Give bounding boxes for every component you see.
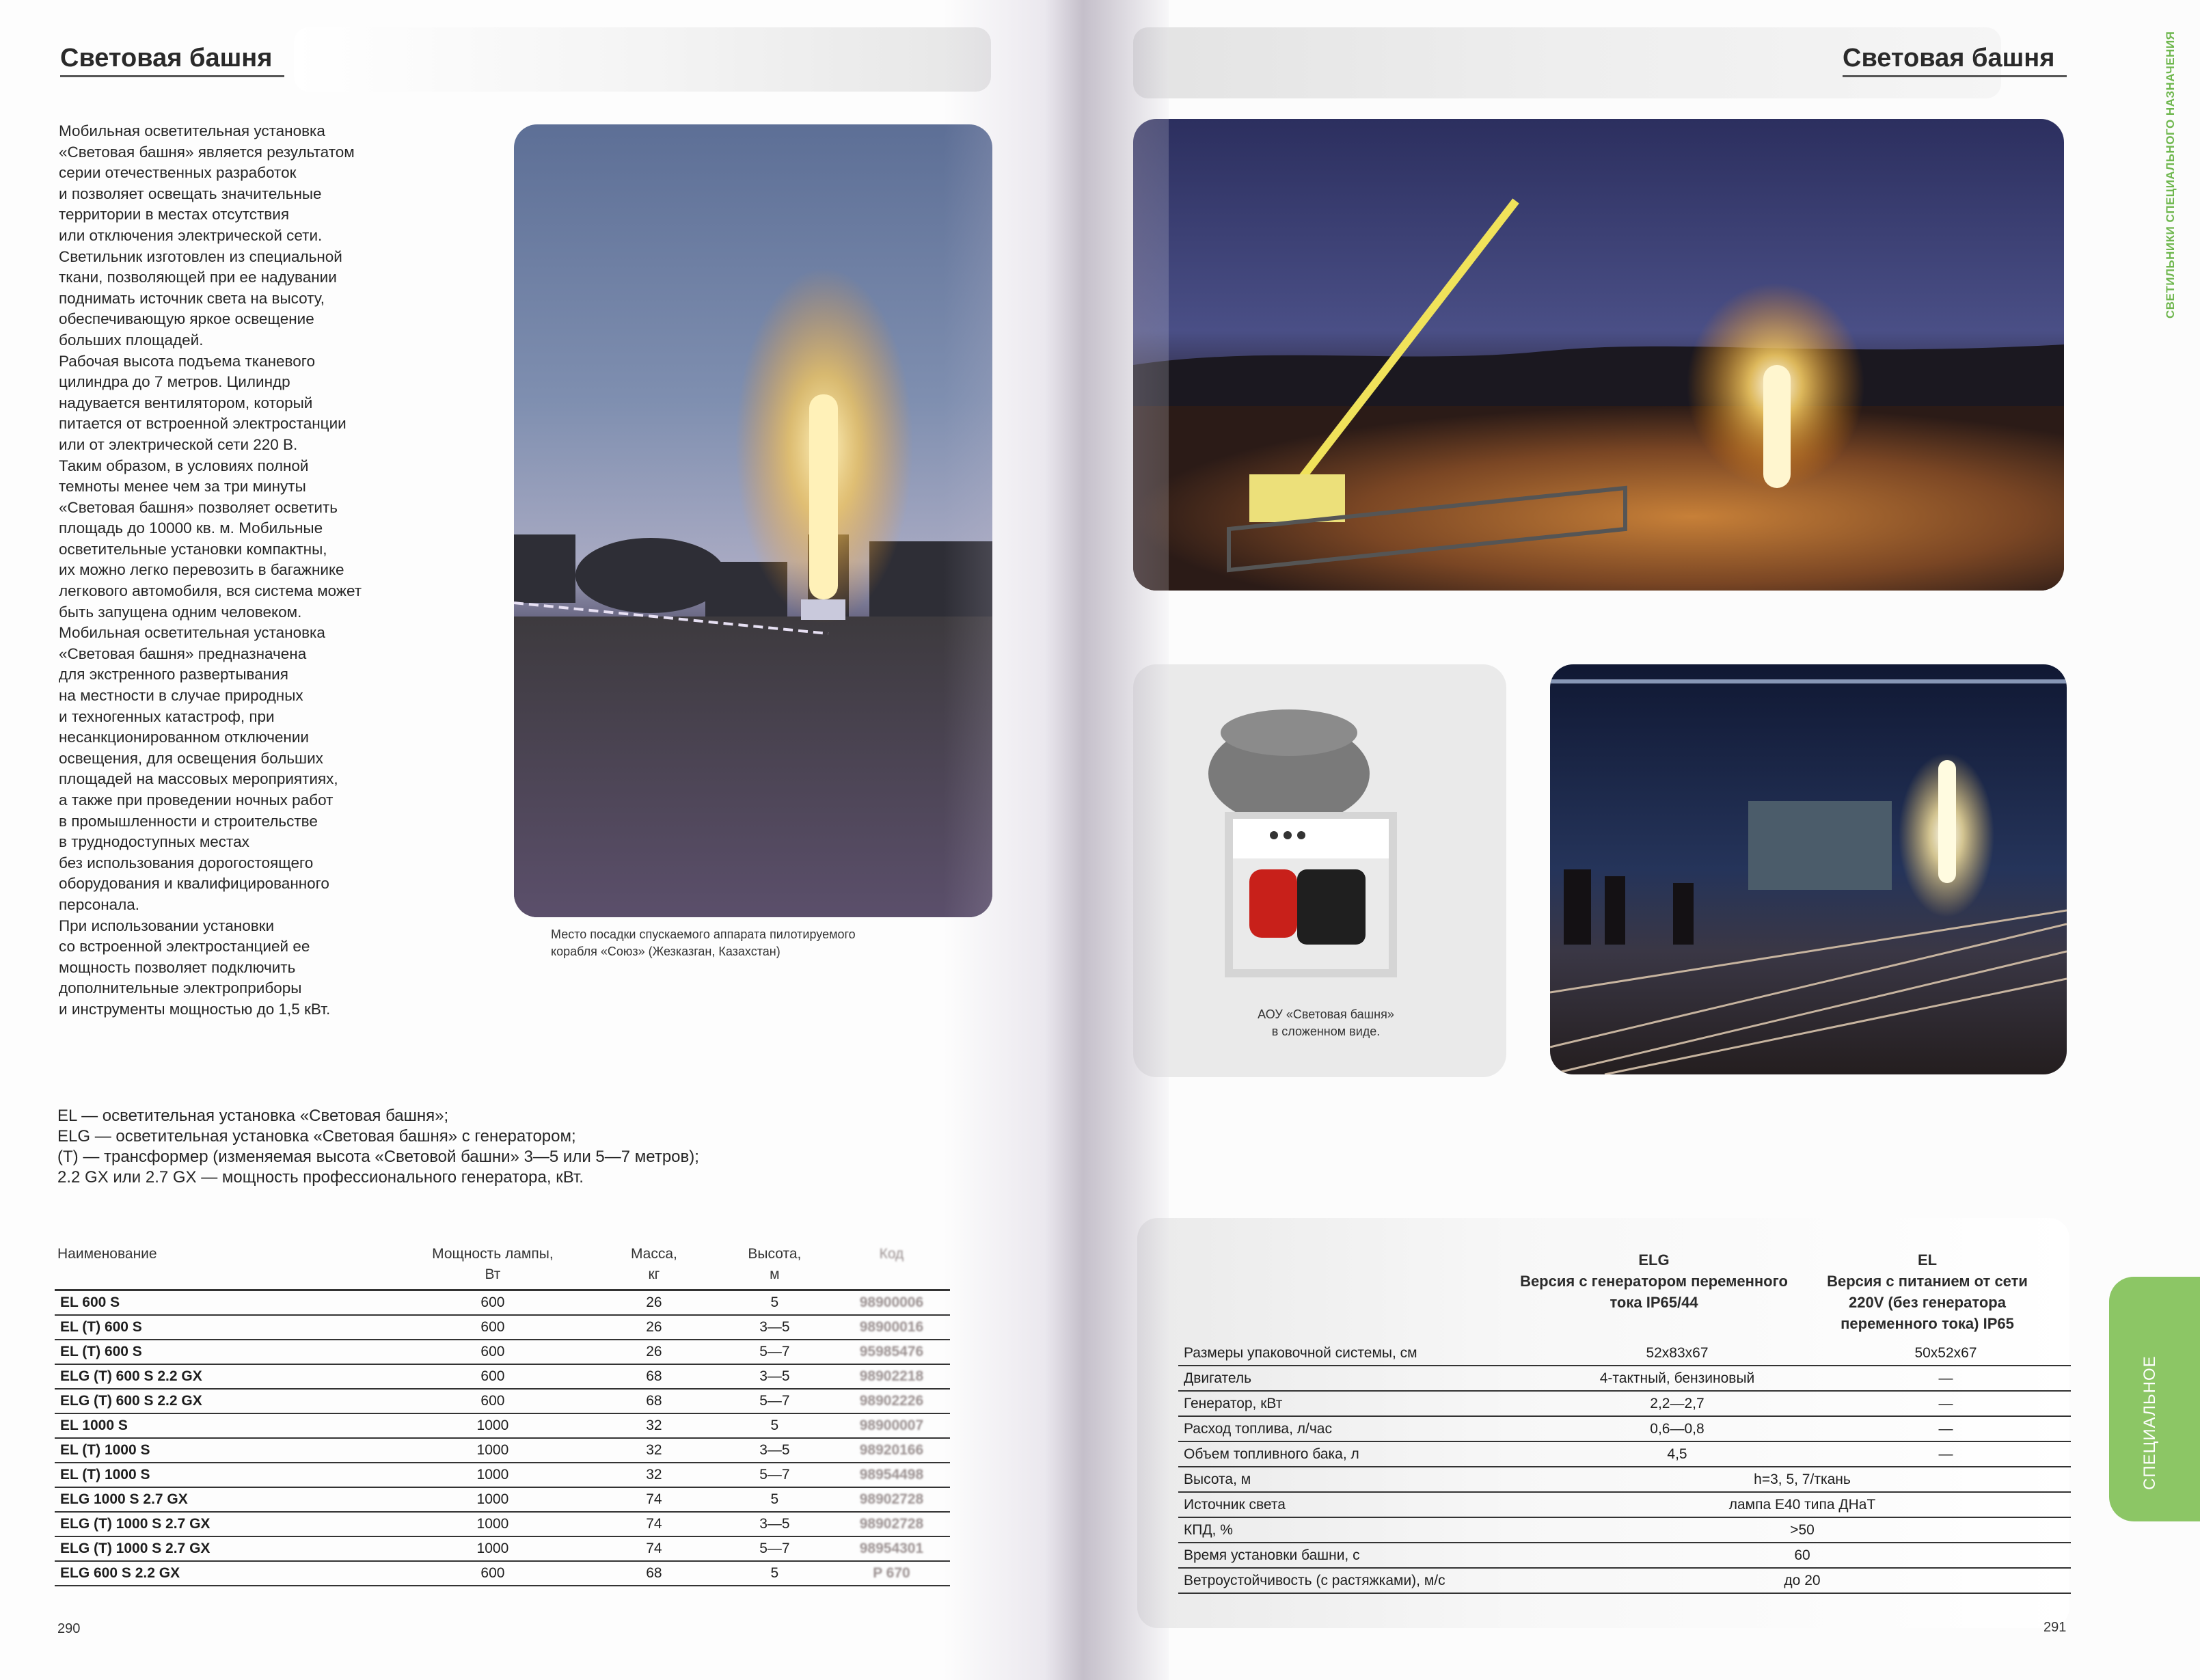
param-label: Двигатель xyxy=(1178,1366,1534,1391)
param-row xyxy=(1178,1391,2071,1416)
cell-height: 5—7 xyxy=(716,1463,833,1487)
cell-mass: 32 xyxy=(592,1413,716,1438)
cell-power: 600 xyxy=(394,1290,592,1316)
cell-power: 600 xyxy=(394,1340,592,1364)
cell-code: 98902728 xyxy=(833,1487,950,1512)
cell-code: 98902226 xyxy=(833,1389,950,1413)
cell-name: ELG (T) 1000 S 2.7 GX xyxy=(55,1536,394,1561)
param-value-both: до 20 xyxy=(1534,1568,2071,1593)
cell-mass: 32 xyxy=(592,1463,716,1487)
cell-mass: 74 xyxy=(592,1512,716,1536)
cell-name: ELG 600 S 2.2 GX xyxy=(55,1561,394,1586)
table-row xyxy=(55,1463,950,1487)
param-value-both: >50 xyxy=(1534,1517,2071,1543)
cell-mass: 26 xyxy=(592,1315,716,1340)
cell-name: ELG (T) 600 S 2.2 GX xyxy=(55,1364,394,1389)
table-row xyxy=(55,1561,950,1586)
param-value-both: лампа Е40 типа ДНаТ xyxy=(1534,1492,2071,1517)
cell-code: 98902218 xyxy=(833,1364,950,1389)
cell-code: 98954301 xyxy=(833,1536,950,1561)
cell-power: 1000 xyxy=(394,1438,592,1463)
table-row xyxy=(55,1364,950,1389)
table-row xyxy=(55,1290,950,1316)
param-value-el: — xyxy=(1821,1441,2071,1467)
page-number: 291 xyxy=(2043,1620,2067,1635)
cell-height: 3—5 xyxy=(716,1364,833,1389)
param-row xyxy=(1178,1517,2071,1543)
cell-code: 98900016 xyxy=(833,1315,950,1340)
params-table xyxy=(1178,1341,2071,1594)
column-header-name: Наименование xyxy=(55,1244,394,1290)
cell-name: ELG (T) 1000 S 2.7 GX xyxy=(55,1512,394,1536)
cell-name: ELG 1000 S 2.7 GX xyxy=(55,1487,394,1512)
cell-mass: 68 xyxy=(592,1364,716,1389)
param-label: Время установки башни, с xyxy=(1178,1543,1534,1568)
table-row xyxy=(55,1315,950,1340)
cell-mass: 74 xyxy=(592,1487,716,1512)
table-row xyxy=(55,1413,950,1438)
cell-code: 95985476 xyxy=(833,1340,950,1364)
param-label: Генератор, кВт xyxy=(1178,1391,1534,1416)
cell-height: 5 xyxy=(716,1487,833,1512)
photo-crane-site xyxy=(1133,119,2064,591)
header-bar xyxy=(294,27,991,92)
legend-line: (T) — трансформер (изменяемая высота «Световой башни» 3—5 или 5—7 метров); xyxy=(57,1148,699,1166)
cell-name: EL (T) 600 S xyxy=(55,1340,394,1364)
cell-name: ELG (T) 600 S 2.2 GX xyxy=(55,1389,394,1413)
cell-mass: 26 xyxy=(592,1340,716,1364)
cell-code: 98920166 xyxy=(833,1438,950,1463)
legend-line: ELG — осветительная установка «Световая башня» с генератором; xyxy=(57,1127,576,1146)
cell-power: 1000 xyxy=(394,1536,592,1561)
model-table xyxy=(55,1244,950,1586)
cell-code: 98900007 xyxy=(833,1413,950,1438)
cell-name: EL (T) 1000 S xyxy=(55,1463,394,1487)
param-label: Расход топлива, л/час xyxy=(1178,1416,1534,1441)
legend xyxy=(57,1106,699,1188)
cell-name: EL 1000 S xyxy=(55,1413,394,1438)
param-value-el: — xyxy=(1821,1416,2071,1441)
cell-code: 98902728 xyxy=(833,1512,950,1536)
photo-landing-site xyxy=(514,124,992,917)
param-row xyxy=(1178,1341,2071,1366)
param-label: Объем топливного бака, л xyxy=(1178,1441,1534,1467)
param-label: Источник света xyxy=(1178,1492,1534,1517)
param-row xyxy=(1178,1568,2071,1593)
legend-line: 2.2 GX или 2.7 GX — мощность профессионального генератора, кВт. xyxy=(57,1168,584,1187)
table-row xyxy=(55,1512,950,1536)
param-value-elg: 4,5 xyxy=(1534,1441,1821,1467)
column-header-elg: ELG Версия с генератором переменного тока IP65/44 xyxy=(1520,1251,1788,1311)
table-row xyxy=(55,1389,950,1413)
param-value-elg: 0,6—0,8 xyxy=(1534,1416,1821,1441)
table-row xyxy=(55,1487,950,1512)
table-header-row xyxy=(55,1244,950,1290)
page-number: 290 xyxy=(57,1621,81,1636)
cell-name: EL 600 S xyxy=(55,1290,394,1316)
param-value-both: h=3, 5, 7/ткань xyxy=(1534,1467,2071,1492)
param-row xyxy=(1178,1543,2071,1568)
cell-mass: 68 xyxy=(592,1389,716,1413)
cell-code: 98954498 xyxy=(833,1463,950,1487)
cell-power: 1000 xyxy=(394,1463,592,1487)
cell-power: 600 xyxy=(394,1389,592,1413)
cell-height: 5 xyxy=(716,1413,833,1438)
cell-power: 600 xyxy=(394,1364,592,1389)
cell-height: 3—5 xyxy=(716,1315,833,1340)
param-label: Высота, м xyxy=(1178,1467,1534,1492)
photo-railway xyxy=(1550,664,2067,1074)
param-value-elg: 2,2—2,7 xyxy=(1534,1391,1821,1416)
param-value-both: 60 xyxy=(1534,1543,2071,1568)
cell-height: 3—5 xyxy=(716,1438,833,1463)
cell-mass: 74 xyxy=(592,1536,716,1561)
section-side-label: СВЕТИЛЬНИКИ СПЕЦИАЛЬНОГО НАЗНАЧЕНИЯ xyxy=(2164,31,2177,319)
section-tab-label: СПЕЦИАЛЬНОЕ xyxy=(2141,1355,2159,1490)
title-underline xyxy=(1843,75,2067,77)
landing-site-image xyxy=(514,124,992,917)
param-value-elg: 4-тактный, бензиновый xyxy=(1534,1366,1821,1391)
page-title: Световая башня xyxy=(60,44,273,72)
title-underline xyxy=(60,75,284,77)
param-value-elg: 52х83х67 xyxy=(1534,1341,1821,1366)
cell-power: 600 xyxy=(394,1315,592,1340)
column-header-mass: Масса, кг xyxy=(592,1244,716,1290)
cell-name: EL (T) 1000 S xyxy=(55,1438,394,1463)
folded-unit-caption: АОУ «Световая башня» в сложенном виде. xyxy=(1258,1007,1394,1038)
right-page xyxy=(1094,0,2200,1680)
cell-power: 1000 xyxy=(394,1413,592,1438)
cell-mass: 68 xyxy=(592,1561,716,1586)
cell-height: 3—5 xyxy=(716,1512,833,1536)
param-value-el: — xyxy=(1821,1366,2071,1391)
cell-height: 5 xyxy=(716,1561,833,1586)
cell-mass: 32 xyxy=(592,1438,716,1463)
param-row xyxy=(1178,1416,2071,1441)
left-page xyxy=(0,0,1094,1680)
param-label: КПД, % xyxy=(1178,1517,1534,1543)
legend-line: EL — осветительная установка «Световая башня»; xyxy=(57,1107,449,1125)
param-row xyxy=(1178,1366,2071,1391)
param-row xyxy=(1178,1441,2071,1467)
param-row xyxy=(1178,1492,2071,1517)
param-label: Ветроустойчивость (с растяжками), м/с xyxy=(1178,1568,1534,1593)
photo-caption: Место посадки спускаемого аппарата пилотируемого корабля «Союз» (Жезказган, Казахстан) xyxy=(551,927,856,958)
param-row xyxy=(1178,1467,2071,1492)
param-label: Размеры упаковочной системы, см xyxy=(1178,1341,1534,1366)
cell-code: P 670 xyxy=(833,1561,950,1586)
cell-mass: 26 xyxy=(592,1290,716,1316)
param-value-el: 50х52х67 xyxy=(1821,1341,2071,1366)
cell-height: 5—7 xyxy=(716,1389,833,1413)
table-row xyxy=(55,1340,950,1364)
cell-name: EL (T) 600 S xyxy=(55,1315,394,1340)
cell-height: 5—7 xyxy=(716,1340,833,1364)
cell-code: 98900006 xyxy=(833,1290,950,1316)
cell-power: 1000 xyxy=(394,1487,592,1512)
column-header-code: Код xyxy=(833,1244,950,1290)
table-row xyxy=(55,1438,950,1463)
railway-image xyxy=(1550,664,2067,1074)
crane-site-image xyxy=(1133,119,2064,591)
intro-text: Мобильная осветительная установка «Световая башня» является результатом серии отечественных разработок и позволяет освещать значительные территории в местах отсутствия или отключения электрической сети. Светильник изготовлен из специальной ткани, позволяющей при ее надувании поднимать источник света на высоту, обеспечивающую яркое освещение больших площадей. Рабочая высота подъема тканевого цилиндра до 7 метров. Цилиндр надувается вентилятором, который питается от встроенной электростанции или от электрической сети 220 В. Таким образом, в условиях полной темноты менее чем за три минуты «Световая башня» позволяет осветить площадь до 10000 кв. м. Мобильные осветительные установки компактны, их можно легко перевозить в багажнике легкового автомобиля, вся система может быть запущена одним человеком. Мобильная осветительная установка «Световая башня» предназначена для экстренного развертывания на местности в случае природных и техногенных катастроф, при несанкционированном отключении освещения, для освещения больших площадей на массовых мероприятиях, а также при проведении ночных работ в промышленности и строительстве в труднодоступных местах без использования дорогостоящего оборудования и квалифицированного персонала. При использовании установки со встроенной электростанцией ее мощность позволяет подключить дополнительные электроприборы и инструменты мощностью до 1,5 кВт. xyxy=(59,122,362,1018)
column-header-power: Мощность лампы, Вт xyxy=(394,1244,592,1290)
cell-height: 5 xyxy=(716,1290,833,1316)
cell-power: 600 xyxy=(394,1561,592,1586)
column-header-height: Высота, м xyxy=(716,1244,833,1290)
column-header-el: EL Версия с питанием от сети 220V (без генератора переменного тока) IP65 xyxy=(1827,1251,2028,1332)
param-value-el: — xyxy=(1821,1391,2071,1416)
page-title: Световая башня xyxy=(1843,44,2055,72)
cell-height: 5—7 xyxy=(716,1536,833,1561)
table-row xyxy=(55,1536,950,1561)
cell-power: 1000 xyxy=(394,1512,592,1536)
